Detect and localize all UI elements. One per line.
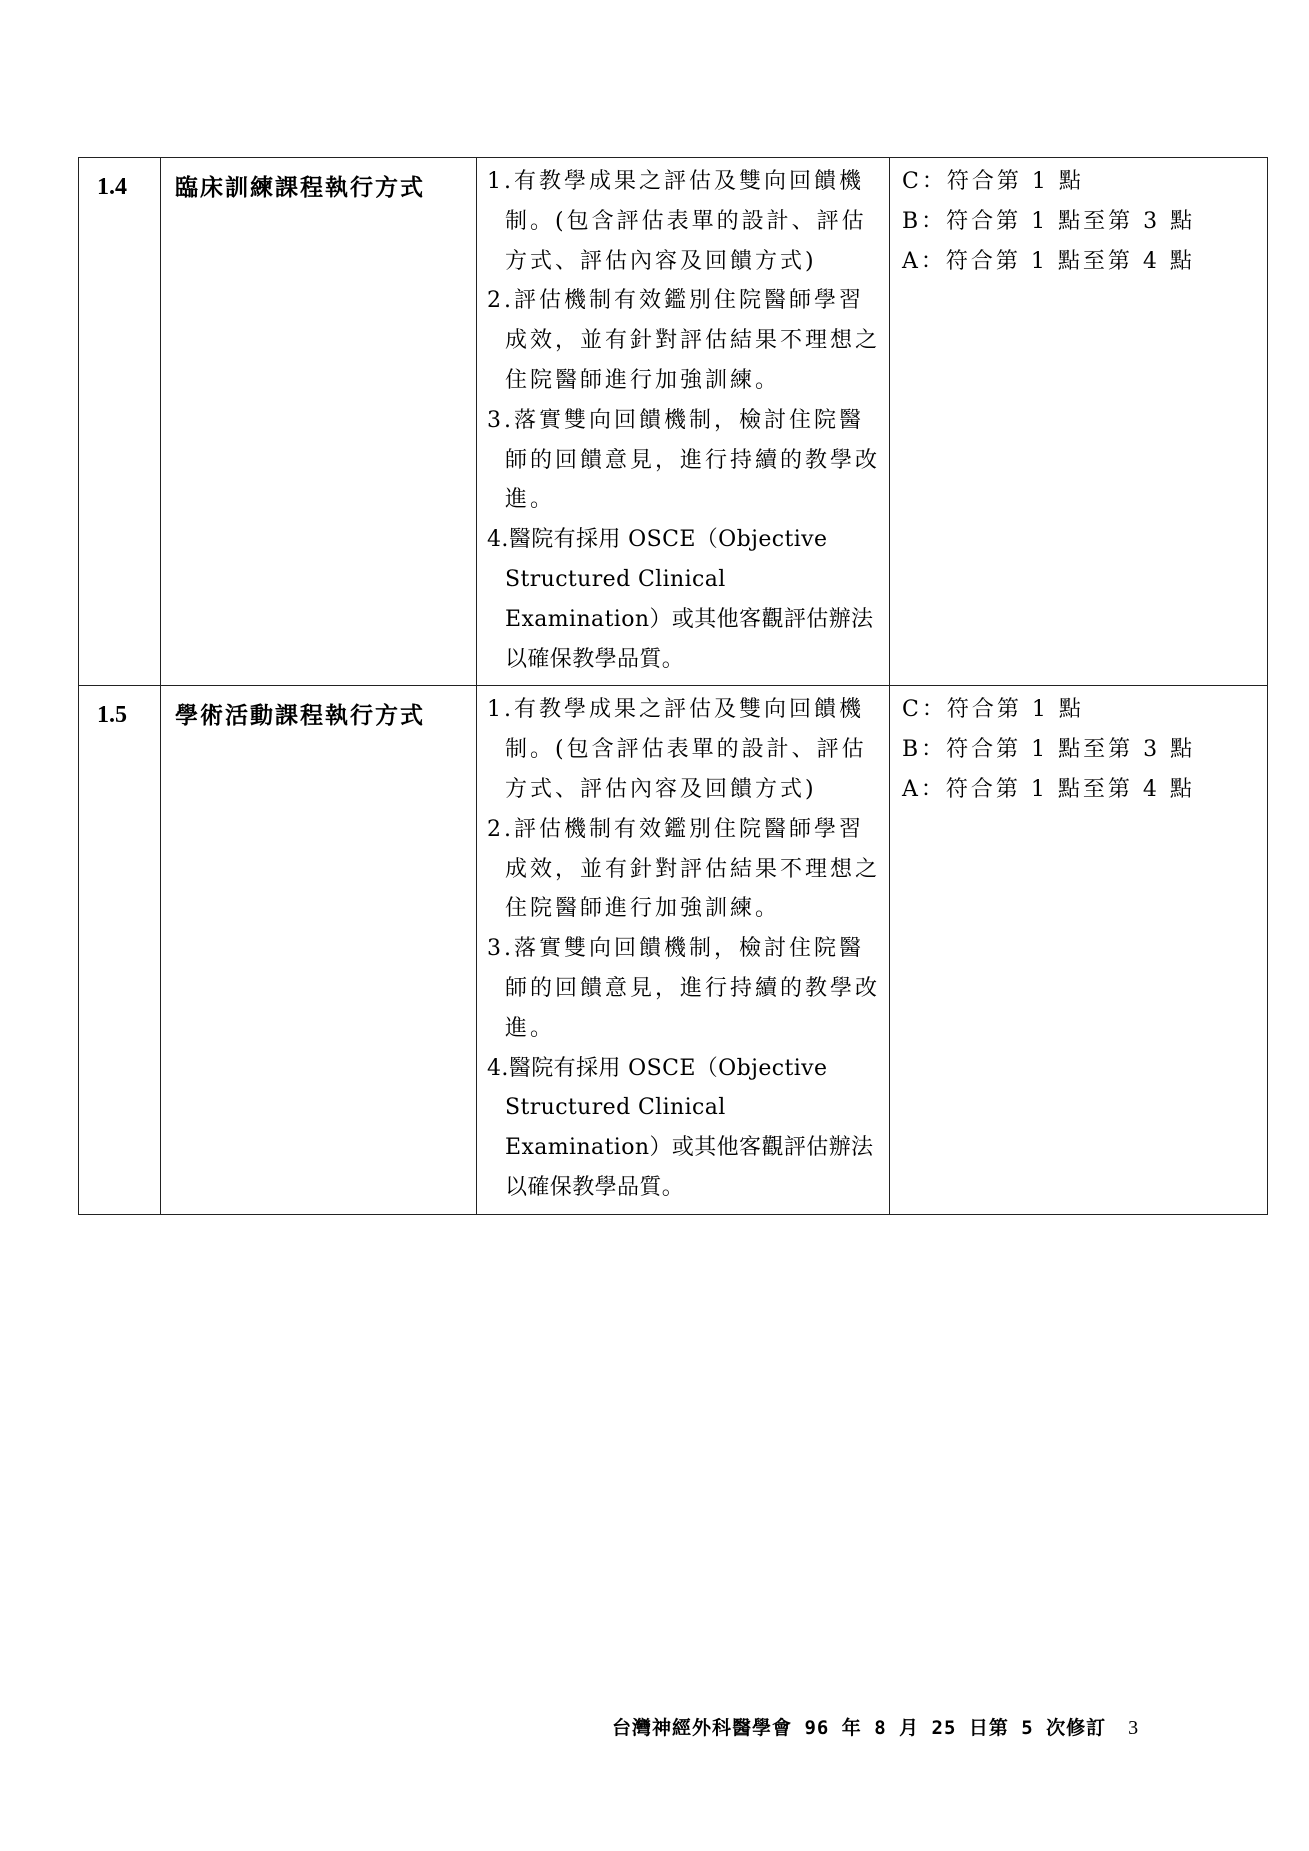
table-row (79, 686, 1268, 1214)
content-list (487, 162, 883, 679)
footer-revision-text: 台灣神經外科醫學會 96 年 8 月 25 日第 5 次修訂 (612, 1717, 1107, 1739)
row-number: 1.4 (79, 158, 161, 686)
list-item: 2.評估機制有效鑑別住院醫師學習成效，並有針對評估結果不理想之住院醫師進行加強訓練。 (487, 288, 881, 393)
grade-c: C：符合第 1 點 (902, 697, 1084, 723)
grade-a: A：符合第 1 點至第 4 點 (902, 248, 1195, 274)
grade-a: A：符合第 1 點至第 4 點 (902, 776, 1195, 802)
list-item: 2.評估機制有效鑑別住院醫師學習成效，並有針對評估結果不理想之住院醫師進行加強訓練。 (487, 816, 881, 922)
list-item: 3.落實雙向回饋機制，檢討住院醫師的回饋意見，進行持續的教學改進。 (487, 936, 881, 1041)
list-item: 4.醫院有採用 OSCE（Objective Structured Clinical Examination）或其他客觀評估辦法以確保教學品質。 (487, 1055, 874, 1200)
table-row (79, 158, 1268, 686)
content-list (487, 690, 883, 1207)
grade-b: B：符合第 1 點至第 3 點 (902, 737, 1196, 763)
grade-b: B：符合第 1 點至第 3 點 (902, 208, 1196, 234)
row-grades (890, 686, 1268, 1214)
row-content (477, 686, 890, 1214)
list-item: 3.落實雙向回饋機制，檢討住院醫師的回饋意見，進行持續的教學改進。 (487, 407, 881, 513)
list-item: 1.有教學成果之評估及雙向回饋機制。(包含評估表單的設計、評估方式、評估內容及回饋方式) (487, 697, 867, 802)
grade-c: C：符合第 1 點 (902, 169, 1084, 194)
row-item-title: 臨床訓練課程執行方式 (161, 158, 477, 686)
list-item: 1.有教學成果之評估及雙向回饋機制。(包含評估表單的設計、評估方式、評估內容及回饋方式) (487, 169, 867, 274)
list-item: 4.醫院有採用 OSCE（Objective Structured Clinical Examination）或其他客觀評估辦法以確保教學品質。 (487, 527, 874, 672)
page-footer (612, 1713, 1139, 1740)
row-content (477, 158, 890, 686)
page-number: 3 (1128, 1717, 1140, 1739)
criteria-table (78, 157, 1268, 1215)
row-number: 1.5 (79, 686, 161, 1214)
row-item-title: 學術活動課程執行方式 (161, 686, 477, 1214)
row-grades (890, 158, 1268, 686)
